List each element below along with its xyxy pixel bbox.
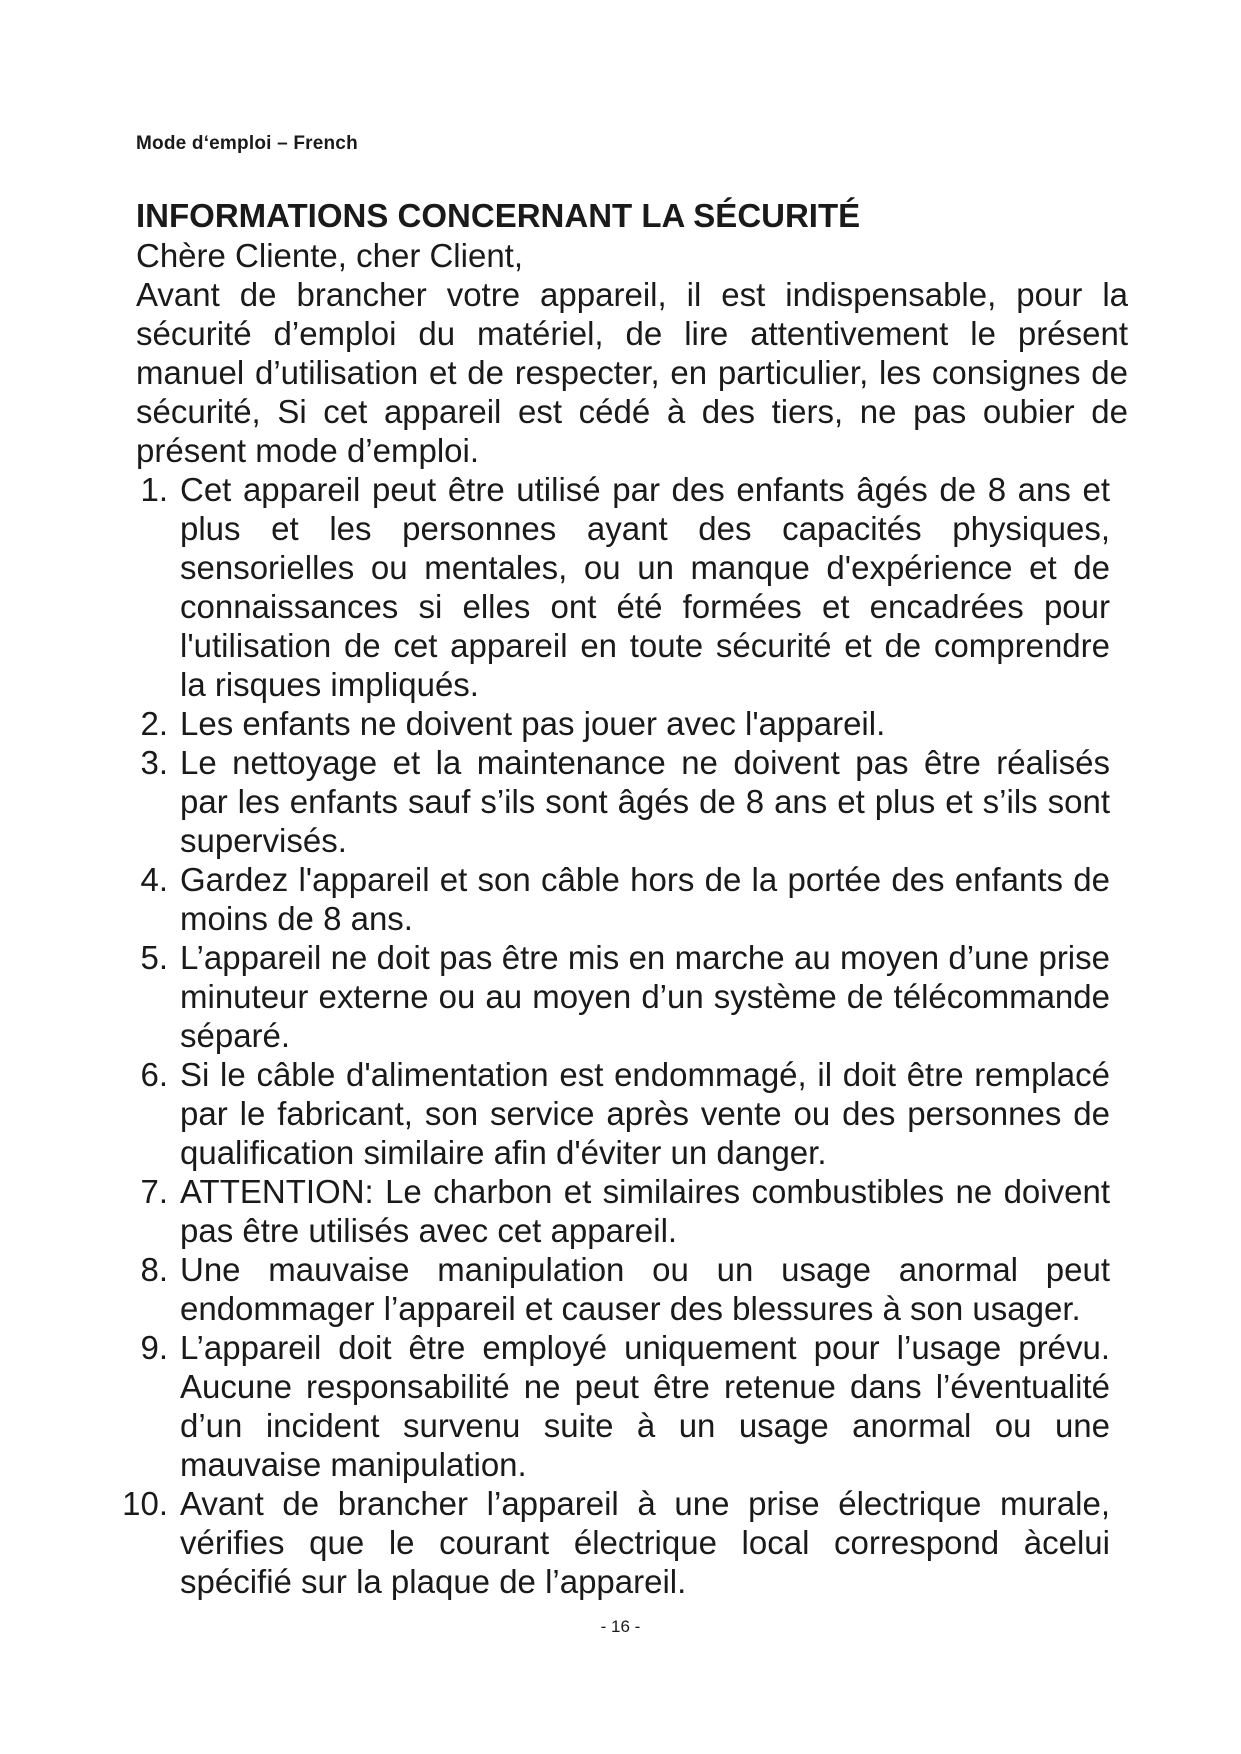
list-item-text: Gardez l'appareil et son câble hors de la portée des enfants de moins de 8 ans. bbox=[180, 861, 1110, 937]
list-item bbox=[116, 860, 1156, 938]
document-header-label: Mode d‘emploi – French bbox=[136, 133, 358, 154]
list-item bbox=[116, 704, 1156, 743]
list-item-number: 7. bbox=[140, 1173, 168, 1210]
list-item-text: Si le câble d'alimentation est endommagé, il doit être remplacé par le fabricant, son service après vente ou des personnes de qualification similaire afin d'éviter un danger. bbox=[180, 1056, 1110, 1171]
list-item-number: 9. bbox=[140, 1329, 168, 1366]
list-item-number: 5. bbox=[140, 939, 168, 976]
safety-rules-list bbox=[116, 470, 1156, 1601]
safety-section bbox=[122, 196, 1136, 1601]
list-item-text: Une mauvaise manipulation ou un usage anormal peut endommager l’appareil et causer des blessures à son usager. bbox=[180, 1251, 1110, 1327]
list-item-number: 8. bbox=[140, 1251, 168, 1288]
list-item-text: L’appareil ne doit pas être mis en marche au moyen d’une prise minuteur externe ou au moyen d’un système de télécommande séparé. bbox=[180, 939, 1110, 1054]
list-item-number: 2. bbox=[140, 705, 168, 742]
list-item bbox=[116, 1484, 1156, 1601]
list-item bbox=[116, 743, 1156, 860]
list-item-text: Les enfants ne doivent pas jouer avec l'appareil. bbox=[180, 705, 886, 742]
list-item bbox=[116, 1055, 1156, 1172]
section-title: INFORMATIONS CONCERNANT LA SÉCURITÉ bbox=[136, 197, 861, 234]
list-item bbox=[116, 470, 1156, 704]
salutation: Chère Cliente, cher Client, bbox=[136, 237, 524, 274]
list-item-number: 10. bbox=[122, 1485, 168, 1522]
list-item bbox=[116, 1172, 1156, 1250]
list-item-number: 4. bbox=[140, 861, 168, 898]
list-item bbox=[116, 1250, 1156, 1328]
intro-paragraph: Avant de brancher votre appareil, il est indispensable, pour la sécurité d’emploi du matériel, de lire attentivement le présent manuel d’utilisation et de respecter, en particulier, les consignes de sécurité, Si cet appareil est cédé à des tiers, ne pas oubier de présent mode d’emploi. bbox=[136, 276, 1128, 469]
list-item bbox=[116, 938, 1156, 1055]
list-item bbox=[116, 1328, 1156, 1484]
page-number: - 16 - bbox=[600, 1617, 641, 1636]
list-item-text: Cet appareil peut être utilisé par des enfants âgés de 8 ans et plus et les personnes ayant des capacités physiques, sensorielles ou mentales, ou un manque d'expérience et de connaissances si elles ont été formées et encadrées pour l'utilisation de cet appareil en toute sécurité et de comprendre la risques impliqués. bbox=[180, 471, 1110, 703]
list-item-text: L’appareil doit être employé uniquement pour l’usage prévu. Aucune responsabilité ne peut être retenue dans l’éventualité d’un incident survenu suite à un usage anormal ou une mauvaise manipulation. bbox=[180, 1329, 1110, 1483]
list-item-number: 1. bbox=[140, 471, 168, 508]
list-item-number: 3. bbox=[140, 744, 168, 781]
list-item-text: ATTENTION: Le charbon et similaires combustibles ne doivent pas être utilisés avec cet appareil. bbox=[180, 1173, 1110, 1249]
list-item-number: 6. bbox=[140, 1056, 168, 1093]
list-item-text: Le nettoyage et la maintenance ne doivent pas être réalisés par les enfants sauf s’ils sont âgés de 8 ans et plus et s’ils sont supervisés. bbox=[180, 744, 1110, 859]
list-item-text: Avant de brancher l’appareil à une prise électrique murale, vérifies que le courant électrique local correspond àcelui spécifié sur la plaque de l’appareil. bbox=[180, 1485, 1110, 1600]
